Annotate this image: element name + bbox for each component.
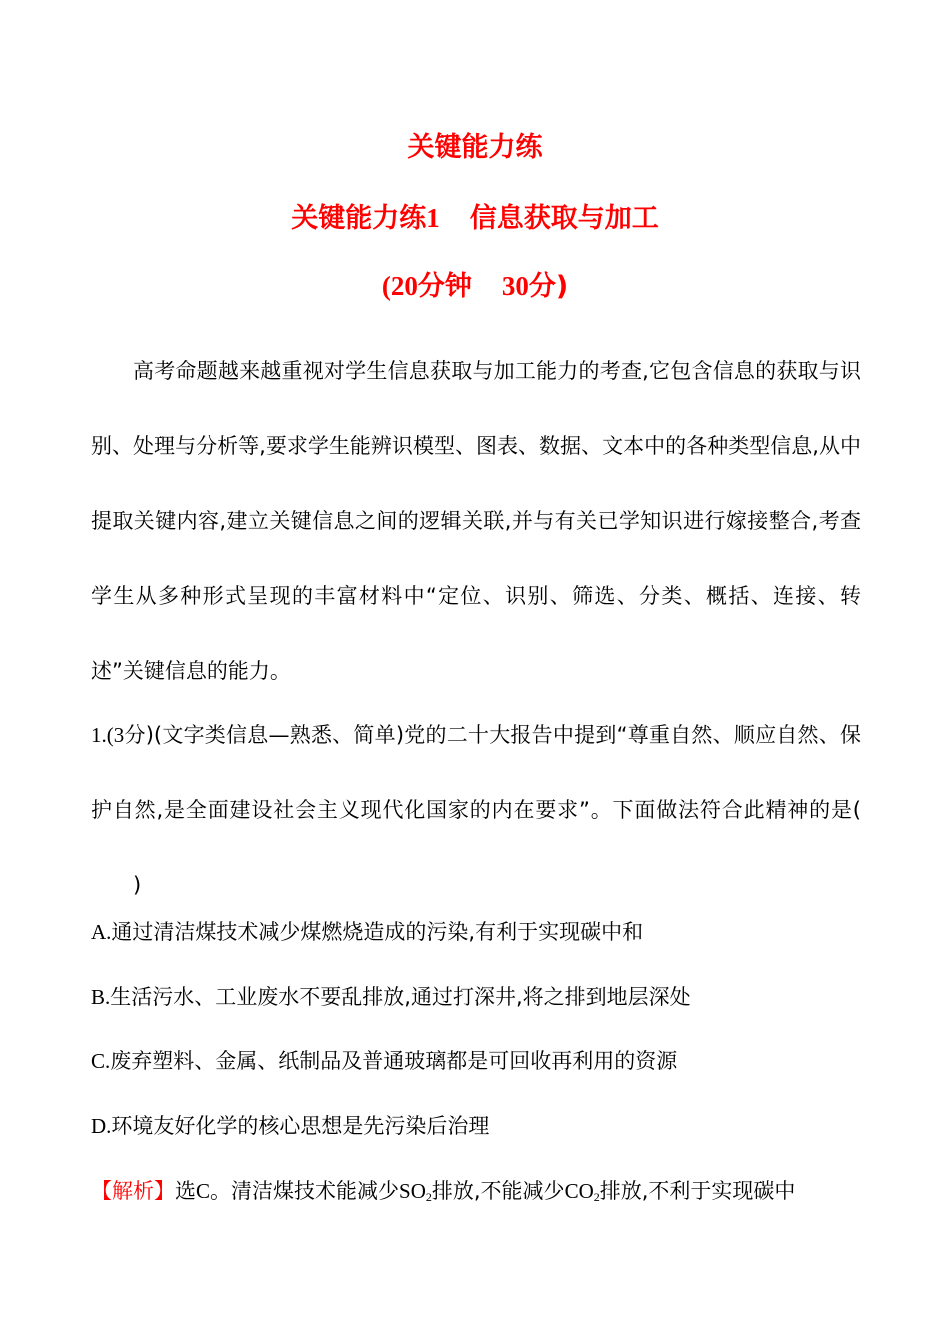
analysis-tag: 【解析】: [91, 1179, 175, 1203]
page-title: [0, 128, 950, 168]
section-topic: 信息获取与加工: [469, 203, 659, 234]
question-stem: [91, 698, 861, 923]
option-b-letter: B.: [91, 985, 111, 1009]
option-c-text: 废弃塑料、金属、纸制品及普通玻璃都是可回收再利用的资源: [110, 1049, 678, 1073]
option-b-text: 生活污水、工业废水不要乱排放,通过打深井,将之排到地层深处: [110, 985, 691, 1009]
question-number: 1.(3: [91, 723, 125, 747]
so2-base: SO: [399, 1179, 426, 1203]
question-text: )(文字类信息—熟悉、简单)党的二十大报告中提到“尊重自然、顺应自然、保护自然,是全面建设社会主义现代化国家的内在要求”。下面做法符合此精神的是(: [91, 723, 861, 822]
analysis-text-2: 排放,不能减少: [431, 1179, 565, 1203]
option-c-letter: C.: [91, 1049, 111, 1073]
option-d: [91, 1106, 871, 1146]
analysis-text-3: 排放,不利于实现碳中: [599, 1179, 796, 1203]
time-score-line: [0, 266, 950, 307]
total-score: 30: [501, 271, 529, 301]
intro-paragraph: 高考命题越来越重视对学生信息获取与加工能力的考查,它包含信息的获取与识别、处理与分析等,要求学生能辨识模型、图表、数据、文本中的各种类型信息,从中提取关键内容,建立关键信息之间的逻辑关联,并与有关已学知识进行嫁接整合,考查学生从多种形式呈现的丰富材料中“定位、识别、筛选、分类、概括、连接、转述”关键信息的能力。: [91, 359, 861, 683]
section-title: [0, 198, 950, 239]
option-c: [91, 1041, 871, 1081]
question-blank-close: ): [133, 873, 142, 897]
so2-formula: [399, 1179, 432, 1203]
option-d-letter: D.: [91, 1114, 112, 1138]
co2-formula: [565, 1179, 600, 1203]
time-minutes-label: 分钟: [417, 271, 472, 302]
analysis-text-1: 。清洁煤技术能减少: [210, 1179, 400, 1203]
option-a-letter: A.: [91, 920, 112, 944]
question-score-unit: 分: [124, 723, 146, 747]
option-a-text: 通过清洁煤技术减少煤燃烧造成的污染,有利于实现碳中和: [111, 920, 644, 944]
analysis-answer: C: [196, 1179, 211, 1203]
co2-base: CO: [564, 1179, 594, 1203]
section-title-prefix: 关键能力练: [291, 203, 427, 234]
option-b: [91, 977, 871, 1017]
time-close: 分): [528, 271, 569, 302]
section-number: 1: [426, 203, 440, 233]
option-d-text: 环境友好化学的核心思想是先污染后治理: [111, 1114, 490, 1138]
page-title-text: 关键能力练: [407, 132, 543, 163]
co2-subscript: 2: [593, 1190, 600, 1204]
so2-subscript: 2: [425, 1190, 432, 1204]
time-open: (20: [381, 271, 418, 301]
option-a: [91, 912, 871, 952]
analysis-choose: 选: [175, 1179, 196, 1203]
analysis-line: [91, 1171, 871, 1211]
